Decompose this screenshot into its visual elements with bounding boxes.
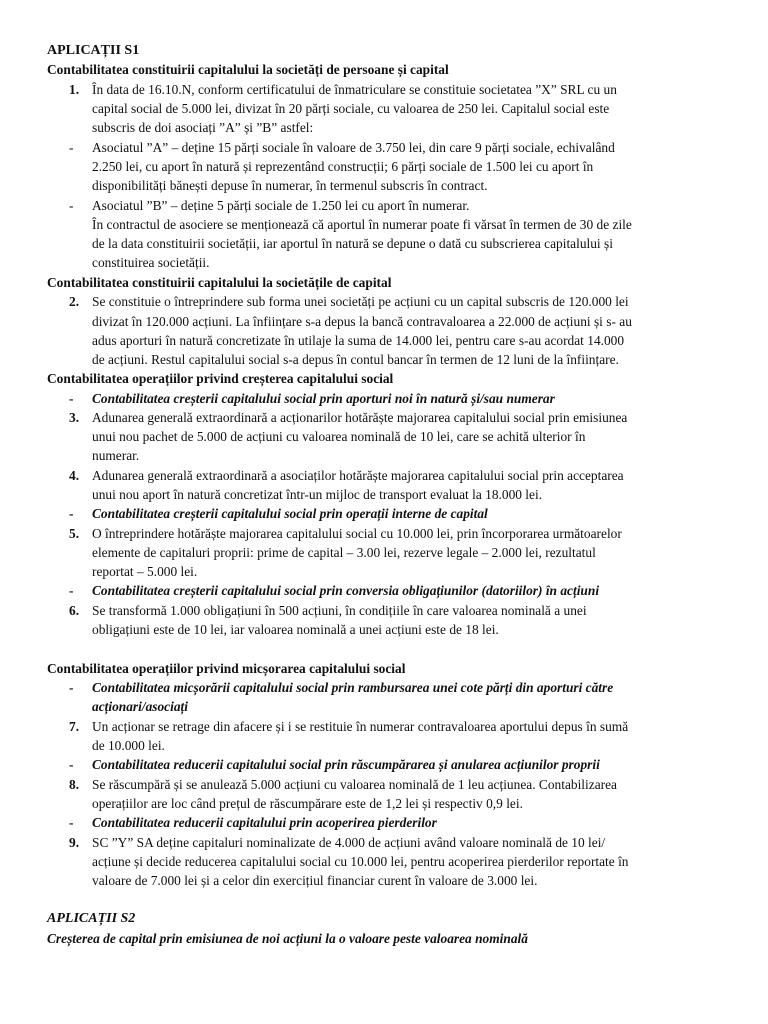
section-title-s2: APLICAȚII S2 <box>47 911 136 926</box>
bullet-dash: - <box>69 757 74 772</box>
subheading-conversie-obligatiuni: Contabilitatea creșterii capitalului social prin conversia obligațiunilor (datoriilor) în acțiuni <box>92 583 600 598</box>
subheading-operatii-interne: Contabilitatea creșterii capitalului social prin operații interne de capital <box>92 506 488 521</box>
asociat-b-line: constituirea societății. <box>92 255 210 270</box>
heading-crestere-capital: Contabilitatea operațiilor privind creșterea capitalului social <box>47 371 394 386</box>
item4-line: unui nou aport în natură concretizat într-un mijloc de transport evaluat la 18.000 lei. <box>92 487 543 502</box>
subheading-rambursare-line: Contabilitatea micșorării capitalului social prin rambursarea unei cote părți din aporturi către <box>92 680 614 695</box>
section-title-s1: APLICAȚII S1 <box>47 43 140 58</box>
bullet-dash: - <box>69 140 74 155</box>
item3-line: Adunarea generală extraordinară a acționarilor hotărăște majorarea capitalului social prin emisiunea <box>92 410 628 425</box>
asociat-a-line: 2.250 lei, cu aport în natură și reprezentând construcții; 6 părți sociale de 1.500 lei cu aport în <box>92 159 594 174</box>
asociat-b-line: Asociatul ”B” – deține 5 părți sociale de 1.250 lei cu aport în numerar. <box>92 198 470 213</box>
item8-line: operațiilor are loc când prețul de răscumpărare este de 1,2 lei și respectiv 0,9 lei. <box>92 796 523 811</box>
item5-line: reportat – 5.000 lei. <box>92 564 198 579</box>
item8-line: Se răscumpără și se anulează 5.000 acțiuni cu valoarea nominală de 1 leu acțiunea. Contabilizarea <box>92 777 617 792</box>
subheading-aporturi-noi: Contabilitatea creșterii capitalului social prin aporturi noi în natură și/sau numerar <box>92 391 555 406</box>
bullet-dash: - <box>69 198 74 213</box>
asociat-a-line: Asociatul ”A” – deține 15 părți sociale în valoare de 3.750 lei, din care 9 părți sociale, echivalând <box>92 140 615 155</box>
item-number: 9. <box>69 835 80 850</box>
item2-line: adus aporturi în natură concretizate în utilaje la suma de 14.000 lei, pentru care s-au acordat 14.000 <box>92 333 625 348</box>
item4-line: Adunarea generală extraordinară a asociaților hotărăște majorarea capitalului social prin acceptarea <box>92 468 624 483</box>
item-number: 5. <box>69 526 80 541</box>
subheading-rambursare-line: acționari/asociați <box>92 699 188 714</box>
item9-line: valoare de 7.000 lei și a celor din exercițiul financiar curent în valoare de 3.000 lei. <box>92 873 538 888</box>
bullet-dash: - <box>69 506 74 521</box>
item-number: 4. <box>69 468 80 483</box>
item1-line: capital social de 5.000 lei, divizat în 20 părți sociale, cu valoarea de 250 lei. Capitalul social este <box>92 101 610 116</box>
heading-emisiune-actiuni: Creșterea de capital prin emisiunea de noi acțiuni la o valoare peste valoarea nominală <box>47 931 528 946</box>
bullet-dash: - <box>69 391 74 406</box>
subheading-acoperire-pierderi: Contabilitatea reducerii capitalului prin acoperirea pierderilor <box>92 815 437 830</box>
item6-line: obligațiuni este de 10 lei, iar valoarea nominală a unei acțiuni este de 18 lei. <box>92 622 499 637</box>
asociat-b-line: de la data constituirii societății, iar aportul în natură se depune o dată cu subscrierea capitalului și <box>92 236 613 251</box>
bullet-dash: - <box>69 815 74 830</box>
item-number: 2. <box>69 294 80 309</box>
item-number: 7. <box>69 719 80 734</box>
heading-constituire-persoane: Contabilitatea constituirii capitalului la societăți de persoane și capital <box>47 62 449 77</box>
item2-line: divizat în 120.000 acțiuni. La înființare s-a depus la bancă contravaloarea a 22.000 de acțiuni și s- au <box>92 314 632 329</box>
item9-line: SC ”Y” SA deține capitaluri nominalizate de 4.000 de acțiuni având valoare nominală de 10 lei/ <box>92 835 606 850</box>
item3-line: unui nou pachet de 5.000 de acțiuni cu valoarea nominală de 10 lei, care se achită ulterior în <box>92 429 586 444</box>
item7-line: de 10.000 lei. <box>92 738 165 753</box>
asociat-b-line: În contractul de asociere se menționează că aportul în numerar poate fi vărsat în termen de 30 de zile <box>92 217 632 232</box>
bullet-dash: - <box>69 680 74 695</box>
subheading-rascumparare: Contabilitatea reducerii capitalului social prin răscumpărarea și anularea acțiunilor proprii <box>92 757 600 772</box>
item2-line: de acțiuni. Restul capitalului social s-a depus în contul bancar în termen de 12 luni de la înființare. <box>92 352 619 367</box>
item2-line: Se constituie o întreprindere sub forma unei societăți pe acțiuni cu un capital subscris de 120.000 lei <box>92 294 629 309</box>
bullet-dash: - <box>69 583 74 598</box>
item-number: 3. <box>69 410 80 425</box>
item7-line: Un acționar se retrage din afacere și i se restituie în numerar contravaloarea aportului depus în sumă <box>92 719 629 734</box>
heading-micsorare-capital: Contabilitatea operațiilor privind micșorarea capitalului social <box>47 661 406 676</box>
asociat-a-line: disponibilități bănești depuse în numerar, în termenul subscris în contract. <box>92 178 488 193</box>
item1-line: În data de 16.10.N, conform certificatului de înmatriculare se constituie societatea ”X” SRL cu un <box>92 82 617 97</box>
item-number: 6. <box>69 603 80 618</box>
item5-line: O întreprindere hotărăște majorarea capitalului social cu 10.000 lei, prin încorporarea următoarelor <box>92 526 622 541</box>
item-number: 8. <box>69 777 80 792</box>
item-number: 1. <box>69 82 80 97</box>
item9-line: acțiune și decide reducerea capitalului social cu 10.000 lei, pentru acoperirea pierderilor reportate în <box>92 854 629 869</box>
heading-constituire-capital: Contabilitatea constituirii capitalului la societățile de capital <box>47 275 392 290</box>
item1-line: subscris de doi asociați ”A” și ”B” astfel: <box>92 120 314 135</box>
item3-line: numerar. <box>92 448 140 463</box>
item6-line: Se transformă 1.000 obligațiuni în 500 acțiuni, în condițiile în care valoarea nominală a unei <box>92 603 587 618</box>
item5-line: elemente de capitaluri proprii: prime de capital – 3.00 lei, rezerve legale – 2.000 lei, rezultatul <box>92 545 596 560</box>
